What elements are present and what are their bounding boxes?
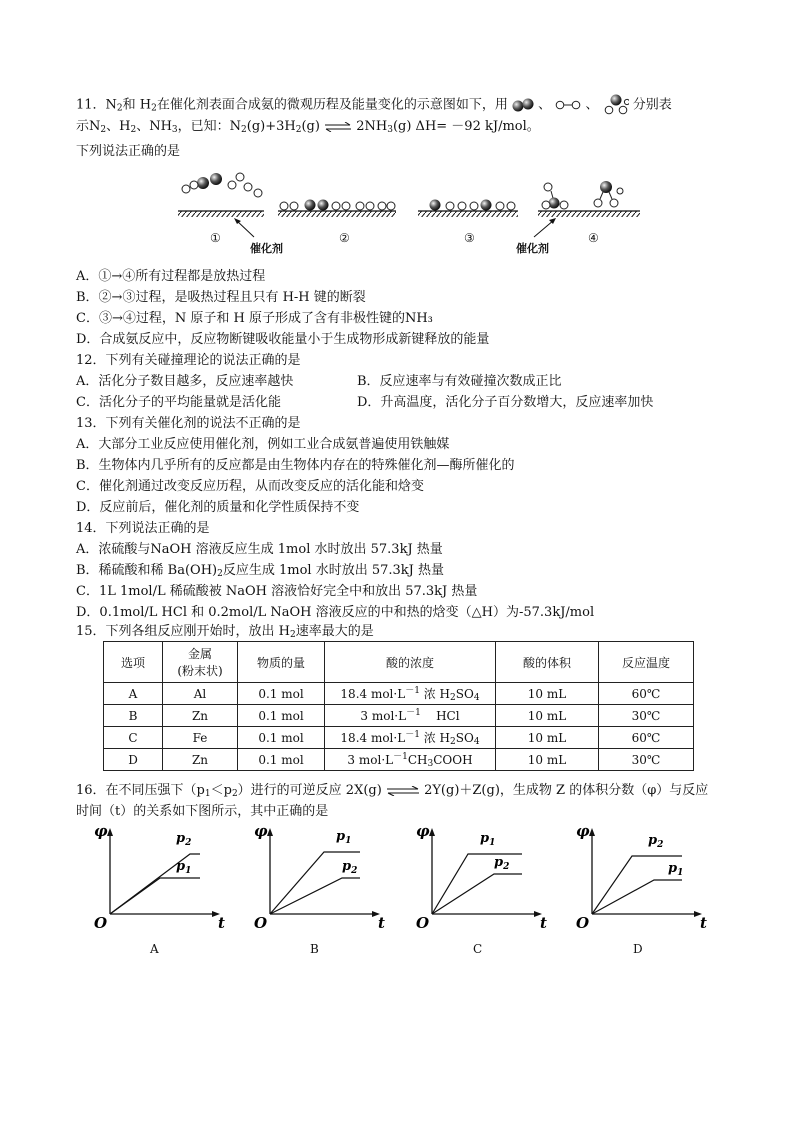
row-b-temp: 30℃ (599, 705, 694, 727)
graph-c (416, 822, 547, 932)
curve-bottom (110, 878, 200, 914)
row-d-metal: Zn (163, 749, 238, 771)
header-volume: 酸的体积 (496, 642, 599, 683)
row-b-conc: 3 $mol\cdot L^{-1}$ HCl (325, 705, 496, 727)
curve-bottom (270, 878, 360, 914)
row-c-option: C (104, 727, 163, 749)
table-row (104, 749, 694, 771)
catalyst-label-right: 催化剂 (516, 242, 549, 255)
table-row (104, 683, 694, 705)
q13-stem: 13．下列有关催化剂的说法不正确的是 (76, 416, 301, 431)
q13-option-d: D．反应前后，催化剂的质量和化学性质保持不变 (76, 500, 360, 515)
header-conc: 酸的浓度 (325, 642, 496, 683)
q11-question: 下列说法正确的是 (76, 144, 181, 159)
q15-stem: 15．下列各组反应刚开始时，放出 $H_2$速率最大的是 (76, 624, 374, 640)
header-amount: 物质的量 (238, 642, 325, 683)
graph-b (254, 822, 385, 932)
header-option: 选项 (104, 642, 163, 683)
graph-d (576, 822, 707, 932)
q14-option-d: D．0.1mol/L HCl 和 0.2mol/L NaOH 溶液反应的中和热的焓变（△H）为-57.3kJ/mol (76, 605, 595, 620)
x-axis-label: t (218, 914, 225, 932)
curve-top-label: $p_1$ (480, 831, 496, 848)
curve-top-label: $p_2$ (648, 833, 664, 850)
row-d-option: D (104, 749, 163, 771)
step4-surface (538, 181, 640, 217)
curve-top-label: $p_1$ (336, 829, 352, 846)
graph-c-label: C (473, 942, 483, 956)
graph-a (94, 822, 225, 932)
y-axis-arrow (107, 828, 113, 836)
row-a-metal: Al (163, 683, 238, 705)
q13-option-b: B．生物体内几乎所有的反应都是由生物体内存在的特殊催化剂—酶所催化的 (76, 458, 515, 473)
equilibrium-arrow-icon (386, 786, 420, 796)
row-a-conc: 18.4 $mol\cdot L^{-1}$ 浓 $H_2SO_4$ (325, 683, 496, 705)
step2-surface (278, 200, 396, 218)
reaction-table (103, 641, 694, 771)
x-axis-label: t (700, 914, 707, 932)
step3-label: ③ (464, 231, 475, 245)
row-a-temp: 60℃ (599, 683, 694, 705)
equilibrium-arrow-icon (324, 122, 352, 132)
q16-stem-line2: 时间（t）的关系如下图所示，其中正确的是 (76, 804, 329, 819)
curve-top-label: $p_2$ (176, 831, 192, 848)
origin-label: O (576, 914, 590, 932)
curve-bottom-label: $p_2$ (342, 859, 358, 876)
step4-label: ④ (588, 231, 599, 245)
y-axis-label: φ (94, 822, 108, 840)
y-axis-label: φ (254, 822, 268, 840)
q11-option-a: A．①→④所有过程都是放热过程 (76, 269, 266, 284)
q12-option-a: A．活化分子数目越多，反应速率越快 (76, 374, 294, 389)
q12-stem: 12．下列有关碰撞理论的说法正确的是 (76, 353, 301, 368)
y-axis-arrow (429, 828, 435, 836)
y-axis-arrow (589, 828, 595, 836)
x-axis-label: t (540, 914, 547, 932)
row-d-conc: 3 $mol\cdot L^{-1}CH_3COOH$ (325, 749, 496, 771)
row-b-volume: 10 mL (496, 705, 599, 727)
step1-surface (178, 173, 264, 217)
graph-d-label: D (633, 942, 643, 956)
y-axis-arrow (267, 828, 273, 836)
q11-stem-line1: 11．$N_2$和 $H_2$在催化剂表面合成氨的微观历程及能量变化的示意图如下，用 、 、 分别表 (76, 94, 672, 116)
catalyst-label-left: 催化剂 (250, 242, 283, 255)
q11-option-d: D．合成氨反应中，反应物断键吸收能量小于生成物形成新键释放的能量 (76, 332, 490, 347)
graph-a-label: A (150, 942, 159, 956)
curve-bottom-label: $p_1$ (176, 859, 192, 876)
curve-bottom (432, 874, 522, 914)
pressure-graphs (90, 822, 730, 942)
origin-label: O (416, 914, 430, 932)
row-d-amount: 0.1 mol (238, 749, 325, 771)
curve-bottom-label: $p_1$ (668, 861, 684, 878)
nh3-molecule-icon (603, 94, 629, 116)
q14-option-c: C．1L 1mol/L 稀硫酸被 NaOH 溶液恰好完全中和放出 57.3kJ 热量 (76, 584, 478, 599)
row-d-volume: 10 mL (496, 749, 599, 771)
q16-stem-line1: 16．在不同压强下$(p_1<p_2)$进行的可逆反应 2X(g) 2Y(g)＋Z(g)，生成物 Z 的体积分数（φ）与反应 (76, 783, 709, 799)
q13-option-c: C．催化剂通过改变反应历程，从而改变反应的活化能和焓变 (76, 479, 424, 494)
table-row (104, 727, 694, 749)
h2-molecule-icon (555, 100, 581, 110)
step1-label: ① (210, 231, 221, 245)
row-a-option: A (104, 683, 163, 705)
graph-b-label: B (310, 942, 319, 956)
step3-surface (418, 200, 518, 218)
origin-label: O (94, 914, 108, 932)
row-c-metal: Fe (163, 727, 238, 749)
q12-option-c: C．活化分子的平均能量就是活化能 (76, 395, 281, 410)
row-c-conc: 18.4 $mol\cdot L^{-1}$ 浓 $H_2SO_4$ (325, 727, 496, 749)
q14-stem: 14．下列说法正确的是 (76, 521, 210, 536)
row-a-amount: 0.1 mol (238, 683, 325, 705)
x-axis-label: t (378, 914, 385, 932)
q11-option-c: C．③→④过程，N 原子和 H 原子形成了含有非极性键的NH₃ (76, 311, 433, 326)
row-b-option: B (104, 705, 163, 727)
q14-option-b: B．稀硫酸和稀 $Ba(OH)_2$反应生成 1mol 水时放出 57.3kJ 热量 (76, 563, 445, 579)
table-row (104, 705, 694, 727)
row-d-temp: 30℃ (599, 749, 694, 771)
step2-label: ② (339, 231, 350, 245)
catalyst-process-diagram (170, 165, 640, 265)
y-axis-label: φ (576, 822, 590, 840)
row-c-volume: 10 mL (496, 727, 599, 749)
q12-option-b: B．反应速率与有效碰撞次数成正比 (357, 374, 562, 389)
n2-molecule-icon (512, 98, 534, 112)
row-b-amount: 0.1 mol (238, 705, 325, 727)
row-c-amount: 0.1 mol (238, 727, 325, 749)
header-temp: 反应温度 (599, 642, 694, 683)
row-c-temp: 60℃ (599, 727, 694, 749)
header-metal: 金属 (粉末状) (163, 642, 238, 683)
q11-option-b: B．②→③过程，是吸热过程且只有 H-H 键的断裂 (76, 290, 366, 305)
curve-bottom-label: $p_2$ (494, 855, 510, 872)
q14-option-a: A．浓硫酸与NaOH 溶液反应生成 1mol 水时放出 57.3kJ 热量 (76, 542, 443, 557)
row-b-metal: Zn (163, 705, 238, 727)
q12-option-d: D．升高温度，活化分子百分数增大，反应速率加快 (357, 395, 654, 410)
q11-stem-line2: 示$N_2$、$H_2$、$NH_3$，已知：$N_2(g)+3H_2(g)$ $2NH_3(g)$ ΔH= －92 kJ/mol。 (76, 119, 540, 135)
table-header-row (104, 642, 694, 683)
q13-option-a: A．大部分工业反应使用催化剂，例如工业合成氨普遍使用铁触媒 (76, 437, 450, 452)
y-axis-label: φ (416, 822, 430, 840)
curve-bottom (592, 880, 682, 914)
origin-label: O (254, 914, 268, 932)
row-a-volume: 10 mL (496, 683, 599, 705)
